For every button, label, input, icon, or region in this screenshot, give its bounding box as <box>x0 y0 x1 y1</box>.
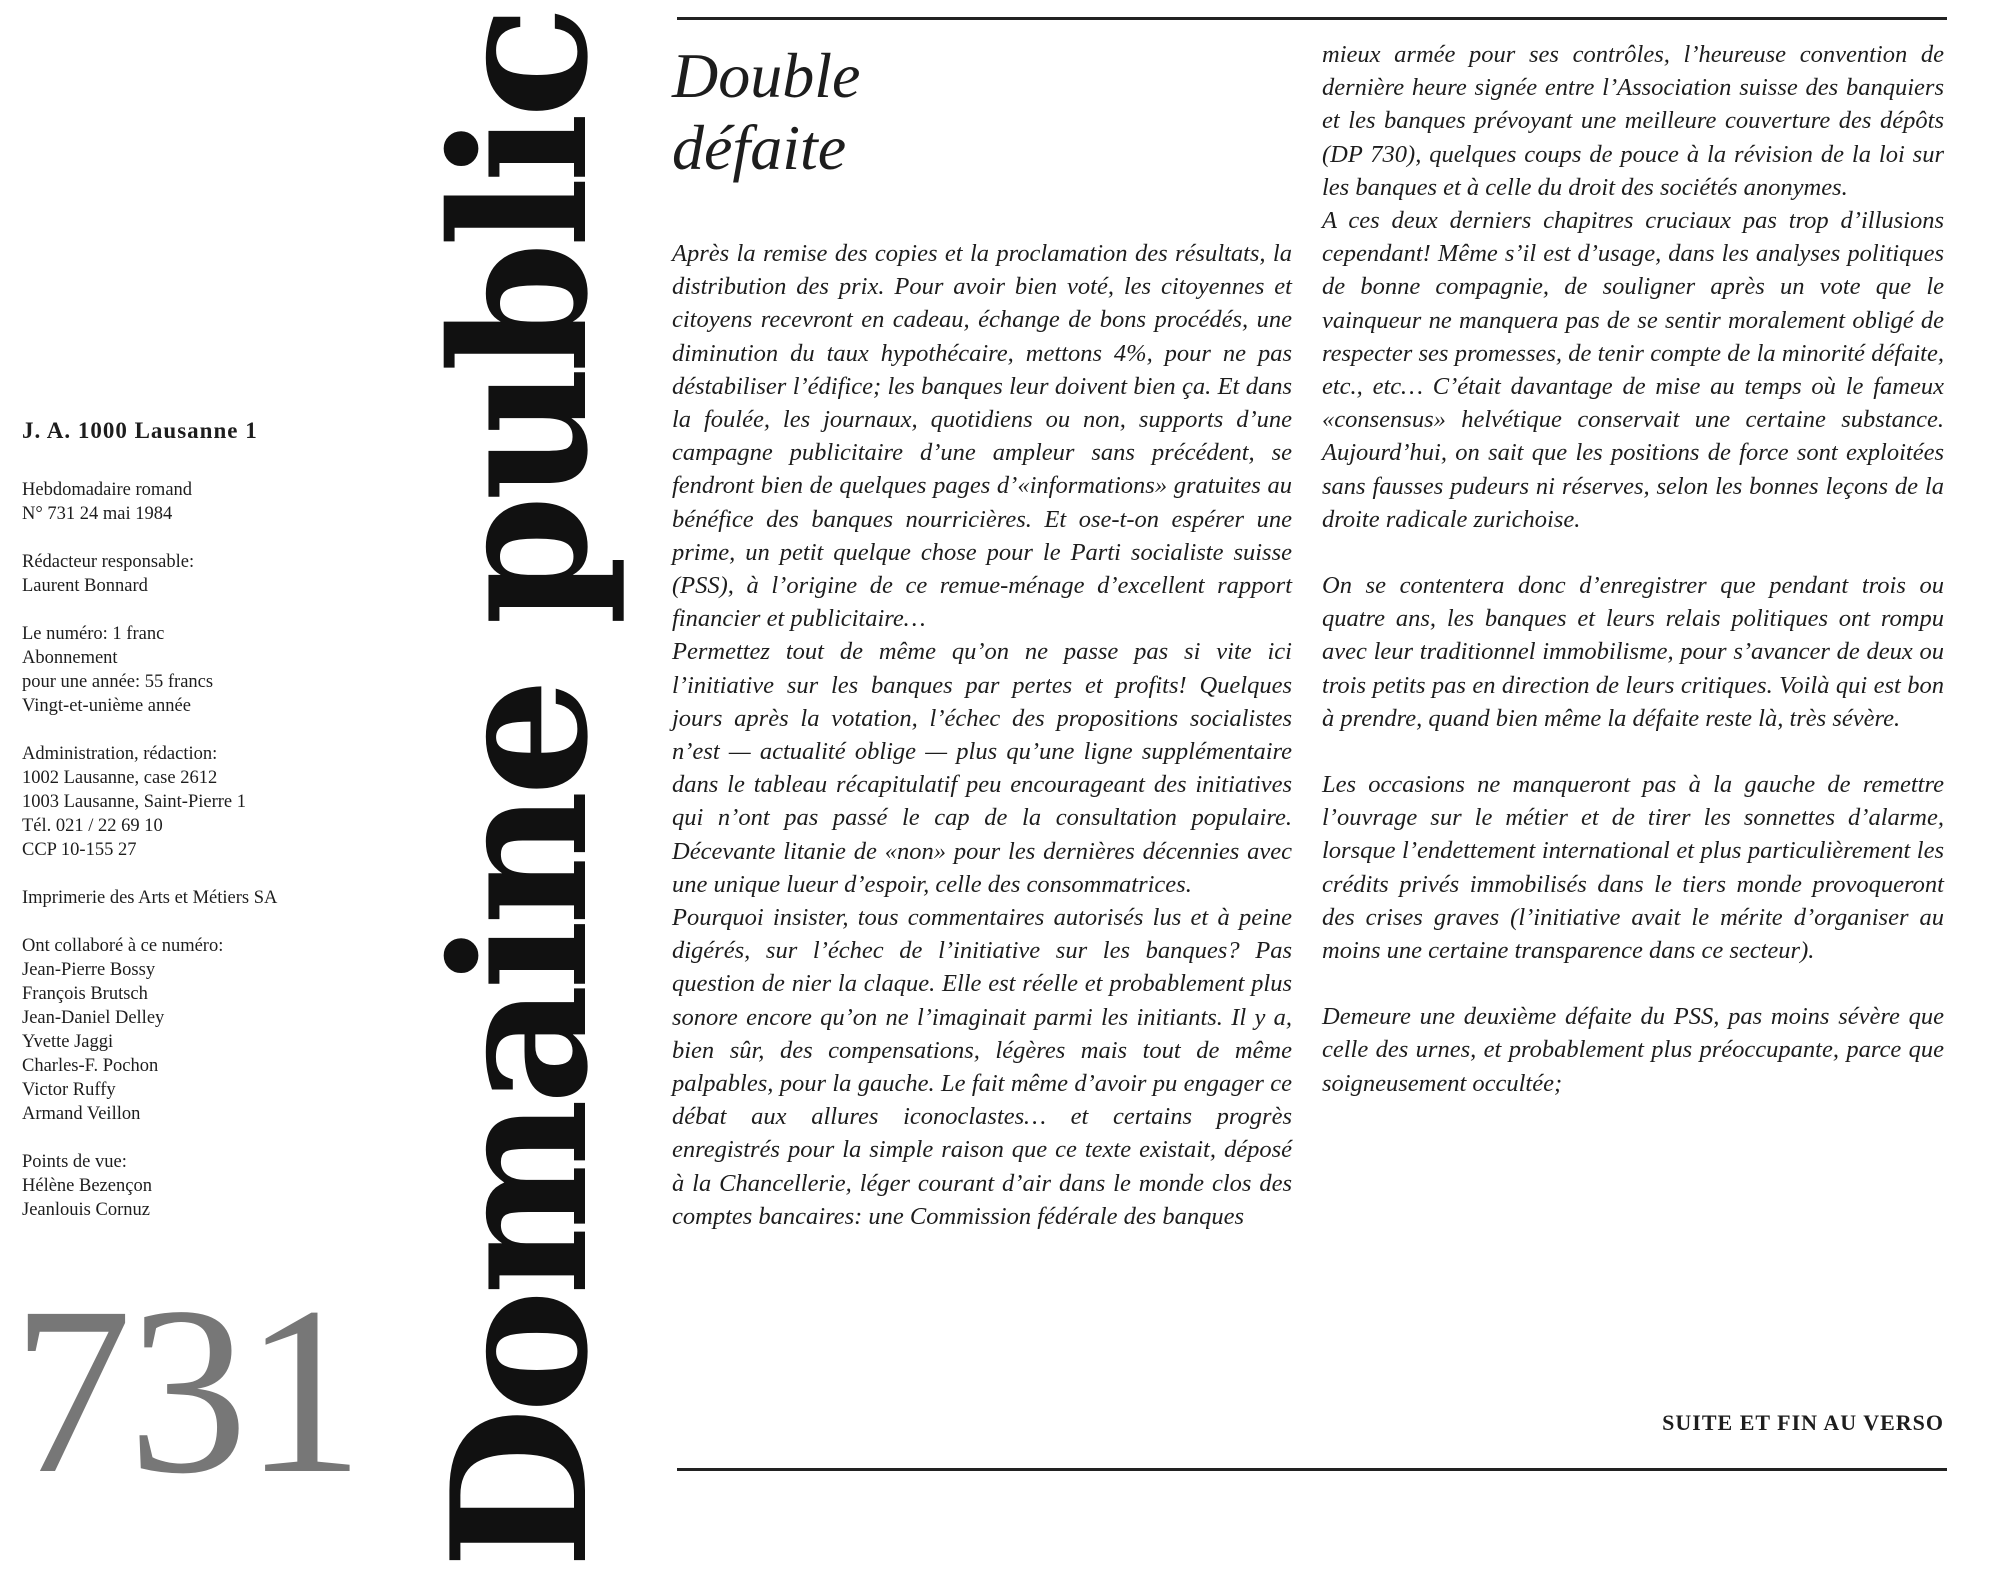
contributor-name: Yvette Jaggi <box>22 1032 114 1052</box>
administration-info <box>22 742 372 862</box>
title-line: défaite <box>672 112 847 183</box>
contributor-name: Jeanlouis Cornuz <box>22 1200 150 1220</box>
contributor-name: Victor Ruffy <box>22 1080 116 1100</box>
top-rule <box>677 17 1947 20</box>
printer-info <box>22 886 372 910</box>
info-line: Tél. 021 / 22 69 10 <box>22 816 163 836</box>
info-line: N° 731 24 mai 1984 <box>22 504 173 524</box>
title-line: Double <box>672 40 861 111</box>
contributor-name: Hélène Bezençon <box>22 1176 152 1196</box>
info-line: CCP 10-155 27 <box>22 840 137 860</box>
info-line: Imprimerie des Arts et Métiers SA <box>22 888 278 908</box>
paragraph: Les occasions ne manqueront pas à la gauche de remettre l’ouvrage sur le métier et de tirer les sonnettes d’alarme, lorsque l’endettement international et plus particulièrement les crédits privés immobilisés dans le tiers monde provoqueront des crises graves (l’initiative avait le mérite d’organiser au moins une certaine transparence dans ce secteur). <box>1322 771 1944 965</box>
info-line: Hebdomadaire romand <box>22 480 193 500</box>
info-line: 1003 Lausanne, Saint-Pierre 1 <box>22 792 246 812</box>
paragraph: On se contentera donc d’enregistrer que pendant trois ou quatre ans, les banques et leurs relais politiques ont rompu avec leur traditionnel immobilisme, pour s’avancer de deux ou trois petits pas en direction de leurs critiques. Voilà qui est bon à prendre, quand bien même la défaite reste là, très sévère. <box>1322 572 1944 732</box>
contributors-info <box>22 934 372 1126</box>
sidebar <box>22 418 372 1246</box>
paragraph: Permettez tout de même qu’on ne passe pas si vite ici l’initiative sur les banques par pertes et profits! Quelques jours après la votation, l’échec des propositions socialistes n’est — actualité oblige — plus qu’une ligne supplémentaire dans le tableau récapitulatif peu encourageant des initiatives qui n’ont pas passé le cap de la consultation populaire. Décevante litanie de «non» pour les dernières décennies avec une unique lueur d’espoir, celle des consommatrices. <box>672 638 1292 898</box>
paragraph: Pourquoi insister, tous commentaires autorisés lus et à peine digérés, sur l’échec de l’initiative sur les banques? Pas question de nier la claque. Elle est réelle et probablement plus sonore encore qu’on ne l’imaginait parmi les initiants. Il y a, bien sûr, des compensations, légères mais tout de même palpables, pour la gauche. Le fait même d’avoir pu engager ce débat aux allures iconoclastes… et certains progrès enregistrés pour la simple raison que ce texte existait, déposé à la Chancellerie, léger courant d’air dans le monde clos des comptes bancaires: une Commission fédérale des banques <box>672 904 1292 1230</box>
paragraph: Demeure une deuxième défaite du PSS, pas moins sévère que celle des urnes, et probablement plus préoccupante, parce que soigneusement occultée; <box>1322 1003 1944 1097</box>
postal-code-line: J. A. 1000 Lausanne 1 <box>22 418 258 443</box>
info-line: Rédacteur responsable: <box>22 552 195 572</box>
info-line: Vingt-et-unième année <box>22 696 191 716</box>
paragraph: mieux armée pour ses contrôles, l’heureuse convention de dernière heure signée entre l’Association suisse des banquiers et les banques prévoyant une meilleure couverture des dépôts (DP 730), quelques coups de pouce à la révision de la loi sur les banques et à celle du droit des sociétés anonymes. <box>1322 41 1944 201</box>
editor-info <box>22 550 372 598</box>
bottom-rule <box>677 1468 1947 1471</box>
info-line: Laurent Bonnard <box>22 576 148 596</box>
article-column-left <box>672 237 1292 1233</box>
info-line: Administration, rédaction: <box>22 744 218 764</box>
masthead-container <box>410 11 629 1569</box>
contributor-name: Charles-F. Pochon <box>22 1056 159 1076</box>
paragraph: A ces deux derniers chapitres cruciaux pas trop d’illusions cependant! Même s’il est d’usage, dans les analyses politiques de bonne compagnie, de souligner après un vote que le vainqueur ne manquera pas de se sentir moralement obligé de respecter ses promesses, de tenir compte de la minorité défaite, etc., etc… C’était davantage de mise au temps où le fameux «consensus» helvétique conservait une certaine substance. Aujourd’hui, on sait que les positions de force sont exploitées sans fausses pudeurs ni réserves, selon les bonnes leçons de la droite radicale zurichoise. <box>1322 207 1944 533</box>
info-line: pour une année: 55 francs <box>22 672 214 692</box>
article-column-right <box>1322 38 1944 1100</box>
publication-info <box>22 478 372 526</box>
info-line: Ont collaboré à ce numéro: <box>22 936 224 956</box>
contributor-name: François Brutsch <box>22 984 148 1004</box>
continued-on-back-note: SUITE ET FIN AU VERSO <box>1662 1410 1944 1435</box>
info-line: Le numéro: 1 franc <box>22 624 165 644</box>
contributor-name: Jean-Daniel Delley <box>22 1008 165 1028</box>
info-line: Points de vue: <box>22 1152 127 1172</box>
masthead-title: Domaine public <box>410 11 629 1569</box>
viewpoints-info <box>22 1150 372 1222</box>
article-title <box>672 40 1152 184</box>
info-line: Abonnement <box>22 648 118 668</box>
contributor-name: Jean-Pierre Bossy <box>22 960 156 980</box>
price-info <box>22 622 372 718</box>
info-line: 1002 Lausanne, case 2612 <box>22 768 218 788</box>
paragraph: Après la remise des copies et la proclamation des résultats, la distribution des prix. Pour avoir bien voté, les citoyennes et citoyens recevront en cadeau, échange de bons procédés, une diminution du taux hypothécaire, mettons 4%, pour ne pas déstabiliser l’édifice; les banques leur doivent bien ça. Et dans la foulée, les journaux, quotidiens ou non, supports d’une campagne publicitaire d’une ampleur sans précédent, se fendront bien de quelques pages d’«informations» gratuites au bénéfice des banques nourricières. Et ose-t-on espérer une prime, un petit quelque chose pour le Parti socialiste suisse (PSS), à l’origine de ce remue-ménage d’excellent rapport financier et publicitaire… <box>672 240 1292 633</box>
issue-number: 731 <box>12 1257 360 1523</box>
contributor-name: Armand Veillon <box>22 1104 141 1124</box>
